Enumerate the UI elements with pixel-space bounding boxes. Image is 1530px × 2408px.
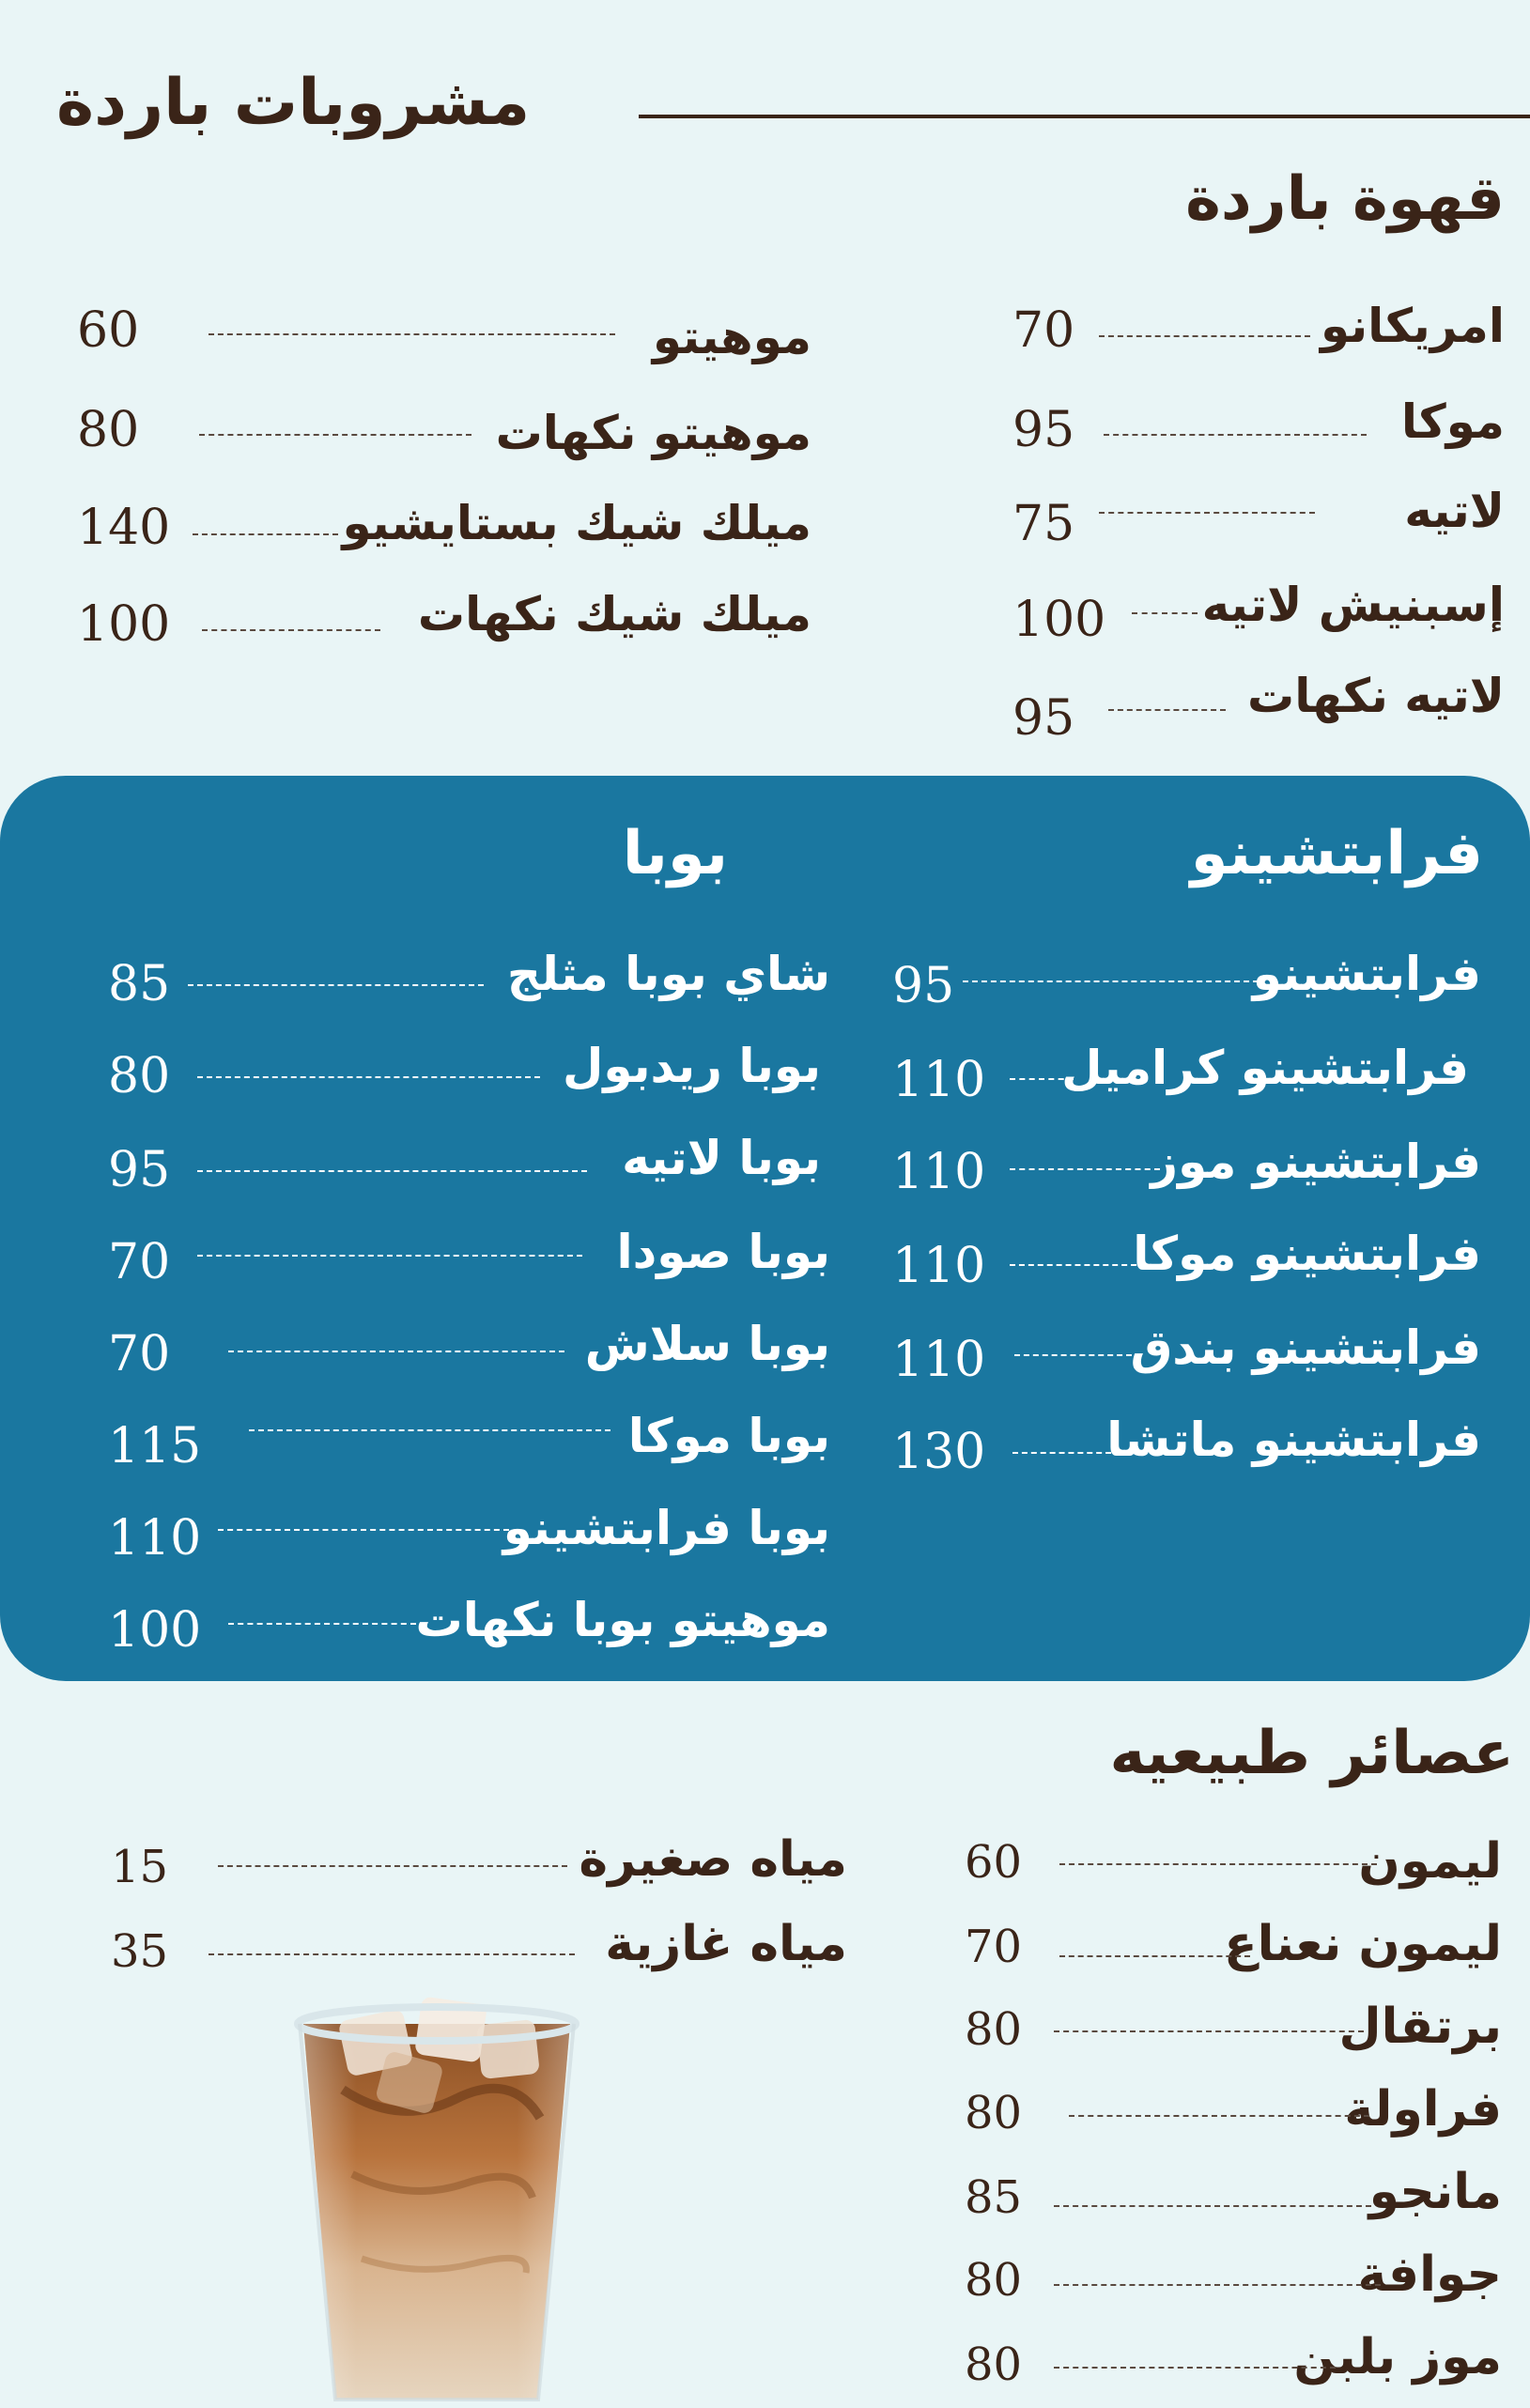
leader-dots <box>1010 1264 1146 1266</box>
leader-dots <box>188 984 484 986</box>
juice-item-name: مانجو <box>1368 2164 1502 2220</box>
juice-item-price: 80 <box>965 2087 1023 2139</box>
mojito-item-price: 60 <box>77 302 140 359</box>
leader-dots <box>963 980 1259 982</box>
juice-item-name: موز بلبن <box>1293 2329 1502 2385</box>
frappuccino-item-price: 95 <box>892 958 955 1014</box>
frappuccino-boba-panel <box>0 776 1530 1681</box>
leader-dots <box>1010 1168 1160 1170</box>
leader-dots <box>228 1351 564 1352</box>
cold-coffee-item-name: امريكانو <box>1321 299 1505 353</box>
boba-item-name: بوبا فرابتشينو <box>502 1501 830 1555</box>
cold-coffee-heading: قهوة باردة <box>1185 164 1505 234</box>
frappuccino-item-price: 110 <box>892 1238 986 1294</box>
leader-dots <box>1054 2367 1336 2369</box>
juice-item-price: 80 <box>965 2339 1023 2391</box>
boba-item-price: 100 <box>108 1602 202 1659</box>
mojito-item-price: 140 <box>77 500 171 556</box>
juice-item-name: فراولة <box>1344 2081 1502 2138</box>
leader-dots <box>202 629 380 631</box>
cold-coffee-item-price: 70 <box>1012 302 1075 359</box>
frappuccino-heading: فرابتشينو <box>1190 819 1483 888</box>
cold-coffee-item-price: 95 <box>1012 402 1075 458</box>
water-item-price: 15 <box>111 1841 169 1893</box>
juice-item-name: ليمون <box>1358 1833 1502 1890</box>
frappuccino-item-name: فرابتشينو موكا <box>1133 1227 1481 1281</box>
boba-item-name: بوبا لاتيه <box>622 1131 821 1185</box>
boba-item-name: بوبا صودا <box>616 1225 830 1279</box>
juices-heading: عصائر طبيعيه <box>1109 1719 1514 1788</box>
boba-item-price: 70 <box>108 1234 171 1290</box>
leader-dots <box>1069 2115 1369 2117</box>
boba-item-price: 95 <box>108 1142 171 1198</box>
frappuccino-item-price: 110 <box>892 1052 986 1108</box>
frappuccino-item-name: فرابتشينو كراميل <box>1061 1041 1469 1095</box>
juice-item-price: 80 <box>965 2254 1023 2307</box>
leader-dots <box>1010 1078 1074 1080</box>
frappuccino-item-price: 110 <box>892 1332 986 1388</box>
frappuccino-item-name: فرابتشينو <box>1252 947 1481 1001</box>
iced-coffee-cup-image <box>286 1986 587 2404</box>
frappuccino-item-price: 130 <box>892 1424 986 1480</box>
boba-heading: بوبا <box>622 819 728 888</box>
juice-item-price: 80 <box>965 2003 1023 2056</box>
cold-coffee-item-price: 95 <box>1012 690 1075 747</box>
boba-item-name: بوبا ريدبول <box>562 1039 821 1093</box>
frappuccino-item-name: فرابتشينو ماتشا <box>1106 1412 1481 1467</box>
mojito-item-name: موهيتو <box>652 310 811 364</box>
leader-dots <box>1054 2030 1364 2032</box>
cold-coffee-item-name: موكا <box>1400 394 1505 449</box>
leader-dots <box>197 1076 540 1078</box>
water-item-price: 35 <box>111 1925 169 1978</box>
frappuccino-item-name: فرابتشينو بندق <box>1130 1320 1481 1375</box>
leader-dots <box>1132 612 1198 614</box>
leader-dots <box>209 1953 575 1955</box>
leader-dots <box>209 333 615 335</box>
leader-dots <box>228 1623 416 1625</box>
leader-dots <box>249 1429 610 1431</box>
title-divider <box>639 115 1530 118</box>
leader-dots <box>1054 2205 1371 2207</box>
cold-coffee-item-name: لاتيه نكهات <box>1246 669 1505 723</box>
juice-item-price: 60 <box>965 1836 1023 1889</box>
boba-item-price: 115 <box>108 1418 202 1474</box>
juice-item-name: برتقال <box>1338 1999 1502 2055</box>
mojito-item-name: موهيتو نكهات <box>495 406 811 460</box>
page-title: مشروبات باردة <box>56 66 531 140</box>
mojito-item-price: 100 <box>77 596 171 653</box>
leader-dots <box>1104 434 1367 436</box>
leader-dots <box>197 1255 582 1257</box>
boba-item-price: 85 <box>108 956 171 1012</box>
mojito-item-name: ميلك شيك بستايشيو <box>342 496 811 550</box>
leader-dots <box>199 434 471 436</box>
cold-coffee-item-name: إسبنيش لاتيه <box>1201 578 1505 632</box>
mojito-item-price: 80 <box>77 402 140 458</box>
leader-dots <box>218 1865 567 1867</box>
cold-coffee-item-price: 75 <box>1012 496 1075 552</box>
boba-item-price: 80 <box>108 1048 171 1104</box>
leader-dots <box>1014 1354 1132 1356</box>
juice-item-name: جوافة <box>1357 2246 1502 2303</box>
water-item-name: مياه غازية <box>605 1916 847 1972</box>
leader-dots <box>1059 1955 1250 1957</box>
leader-dots <box>1054 2284 1381 2286</box>
boba-item-name: بوبا موكا <box>627 1409 830 1463</box>
juice-item-price: 85 <box>965 2171 1023 2224</box>
boba-item-name: موهيتو بوبا نكهات <box>415 1593 830 1647</box>
boba-item-price: 70 <box>108 1326 171 1382</box>
leader-dots <box>1108 709 1226 711</box>
boba-item-name: بوبا سلاش <box>584 1317 830 1371</box>
frappuccino-item-name: فرابتشينو موز <box>1151 1135 1481 1189</box>
boba-item-price: 110 <box>108 1510 202 1567</box>
juice-item-price: 70 <box>965 1921 1023 1973</box>
leader-dots <box>1099 335 1310 337</box>
juice-item-name: ليمون نعناع <box>1224 1916 1502 1972</box>
mojito-item-name: ميلك شيك نكهات <box>417 587 811 641</box>
frappuccino-item-price: 110 <box>892 1144 986 1200</box>
leader-dots <box>1012 1452 1120 1454</box>
water-item-name: مياه صغيرة <box>579 1831 847 1888</box>
leader-dots <box>197 1170 587 1172</box>
leader-dots <box>193 533 338 535</box>
leader-dots <box>1099 512 1315 514</box>
cold-coffee-item-name: لاتيه <box>1404 484 1505 538</box>
leader-dots <box>1059 1863 1377 1865</box>
boba-item-name: شاي بوبا مثلج <box>506 947 830 1001</box>
leader-dots <box>218 1529 509 1531</box>
cold-coffee-item-price: 100 <box>1012 592 1106 648</box>
